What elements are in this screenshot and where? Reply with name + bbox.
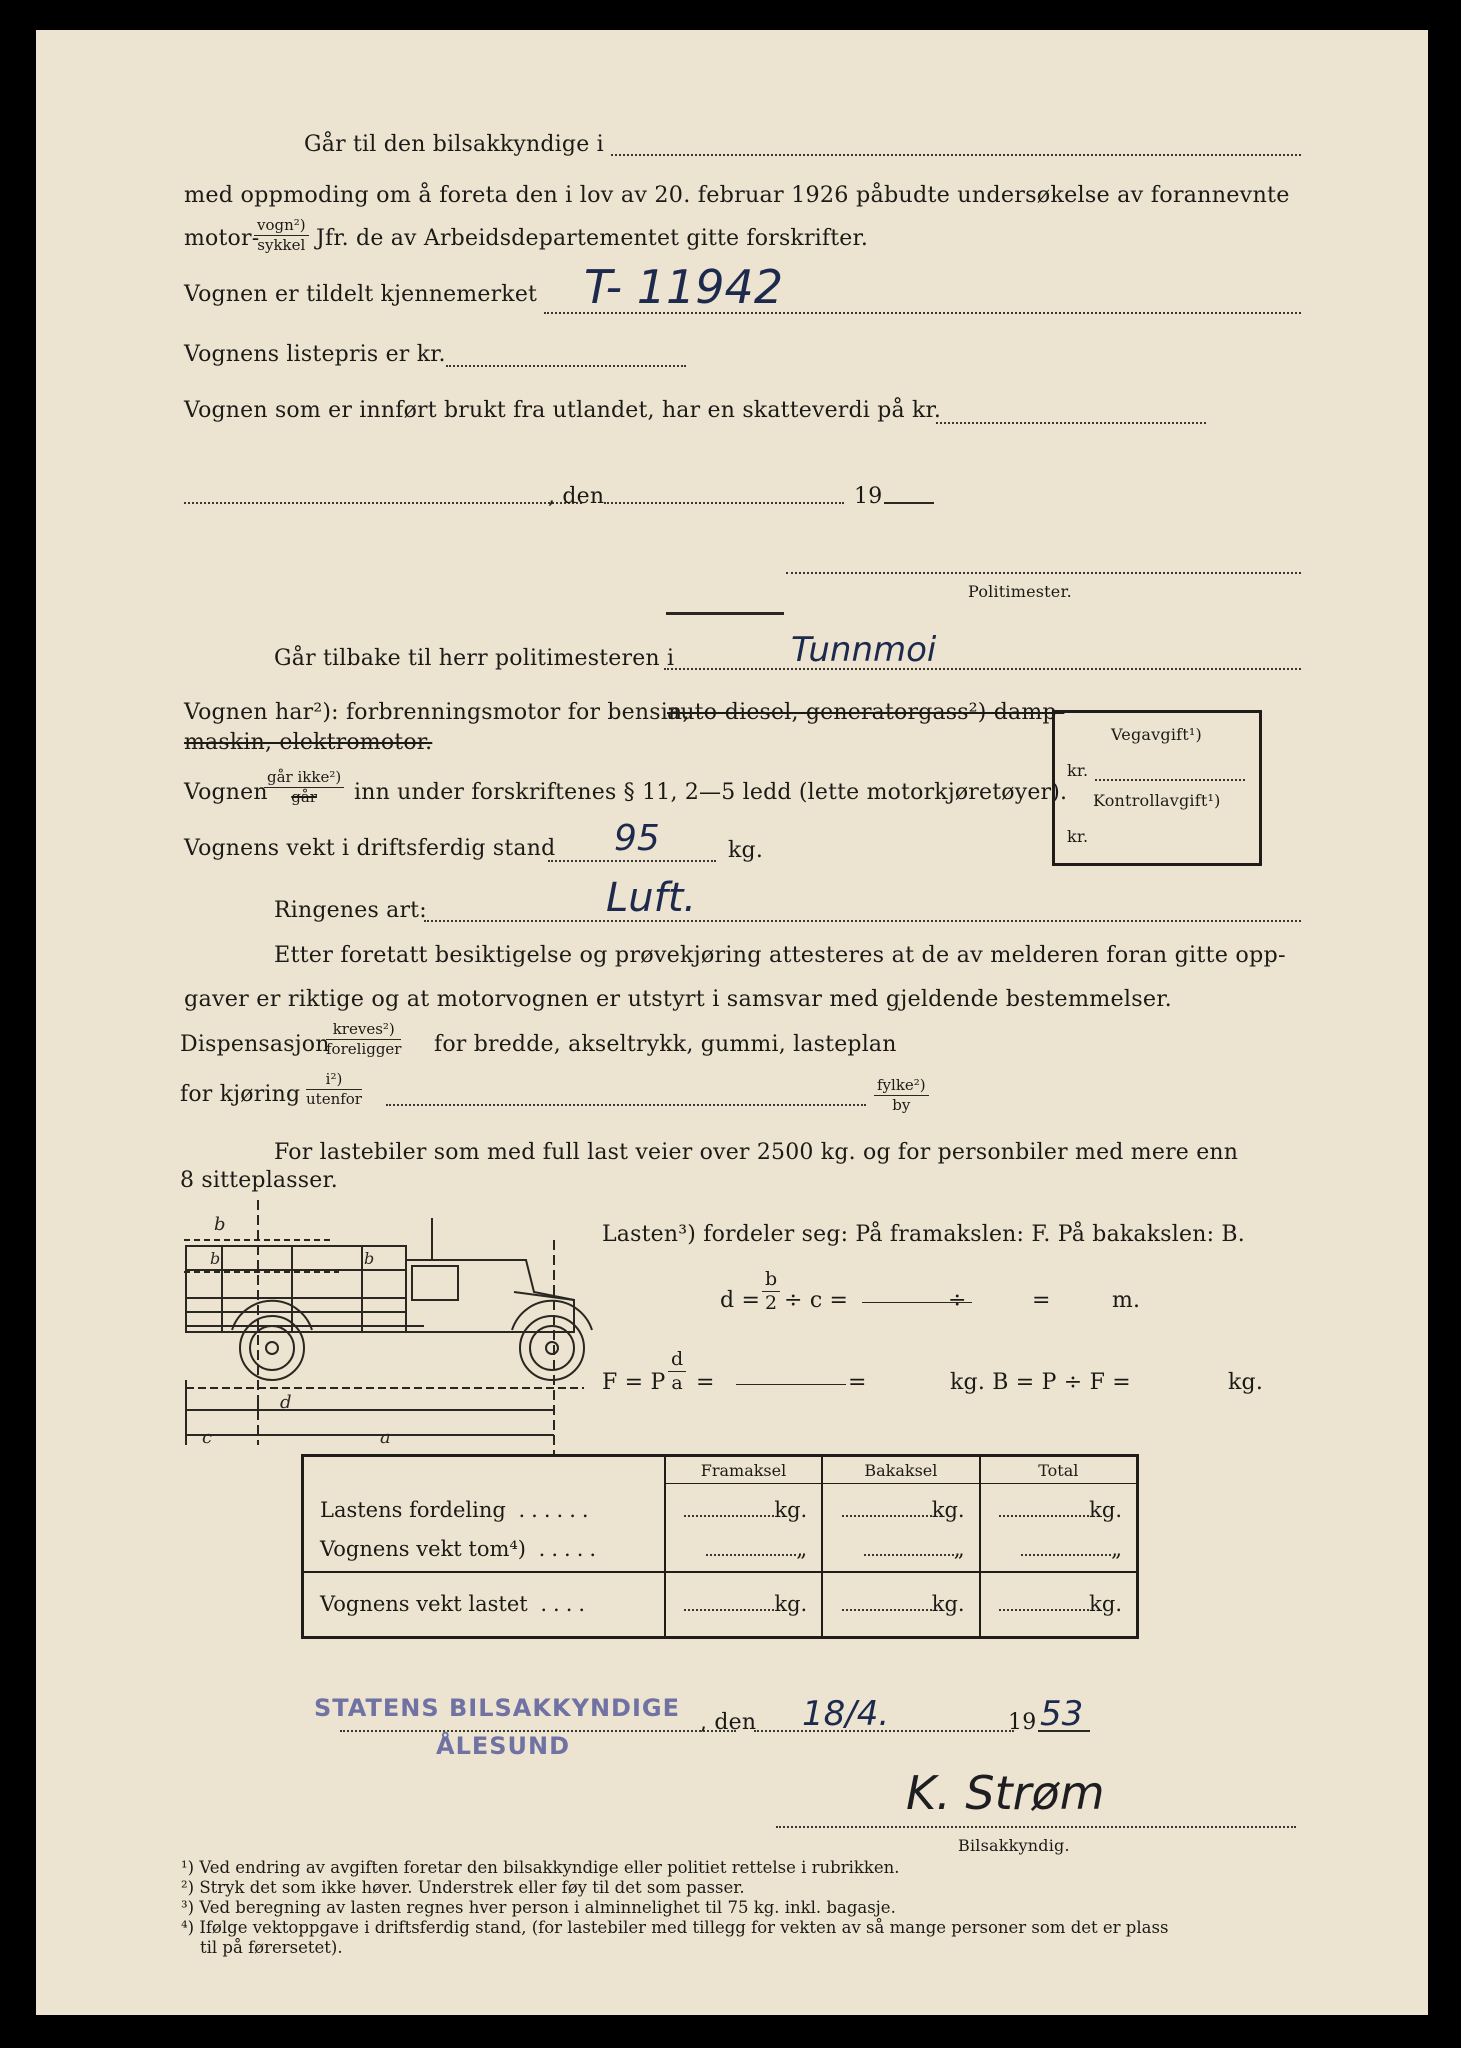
attest-line-1: Etter foretatt besiktigelse og prøvekjøring attesteres at de av melderen foran gitte opp- [274,942,1286,968]
driving-label: for kjøring [180,1082,301,1107]
return-label: Går tilbake til herr politimesteren i [274,646,675,671]
diagram-label-b: b [214,1214,226,1235]
diagram-label-a: a [380,1427,391,1448]
truck-line-1: For lastebiler som med full last veier over 2500 kg. og for personbiler med mere enn [274,1140,1239,1165]
unit: „ [796,1537,808,1561]
inspector-signature: K. Strøm [906,1766,1105,1820]
stamp-line-1: STATENS BILSAKKYNDIGE [314,1694,680,1722]
truck-line-2: 8 sitteplasser. [180,1168,338,1193]
rings-value: Luft. [606,875,697,921]
weight-value: 95 [614,818,660,859]
formula-d-div: ÷ [948,1288,967,1313]
motor-type-1: Vognen har²): forbrenningsmotor for bensin, [184,700,690,725]
footnote-text: Ifølge vektoppgave i driftsferdig stand, (for lastebiler med tillegg for vekten av så mange personer som det er plass [199,1918,1169,1937]
formula-d-eq: = [1032,1288,1051,1313]
den-2: , den [700,1710,757,1735]
request-line: med oppmoding om å foreta den i lov av 20. februar 1926 påbudte undersøkelse av forannevnte [184,182,1290,208]
attest-line-2: gaver er riktige og at motorvognen er utstyrt i samsvar med gjeldende bestemmelser. [184,986,1172,1012]
header-rear-axle: Bakaksel [822,1456,979,1484]
footnote-3 [181,1898,896,1917]
diagram-label-b2: b [210,1249,221,1268]
loaded-front-field[interactable] [684,1609,774,1611]
unit: kg. [931,1592,965,1617]
table-row: Lastens fordeling ...... kg. kg. kg. [303,1484,1138,1528]
return-value: Tunnmoi [791,630,937,670]
motor-frac-top: vogn²) [254,218,309,236]
stamp-line-2: ÅLESUND [436,1732,571,1760]
driving-frac-top: i²) [306,1072,362,1090]
formula-f-den: a [671,1372,683,1394]
weight-unit: kg. [728,838,764,863]
den-1: , den [548,484,605,509]
footnote-2 [181,1878,745,1897]
formula-d-left: d = [720,1288,761,1313]
light-prefix: Vognen [184,780,268,805]
footnote-1 [181,1858,900,1877]
sent-to-field[interactable] [611,154,1301,156]
footnote-mark: ¹) [181,1858,195,1877]
footnote-text: Ved beregning av lasten regnes hver person i alminnelighet til 75 kg. inkl. bagasje. [199,1898,896,1917]
formula-f-fraction [668,1350,686,1393]
formula-f-num: d [668,1350,686,1372]
unit: kg. [1089,1498,1122,1523]
unit: kg. [774,1592,808,1617]
footnote-mark: ²) [181,1878,195,1897]
reg-value: T- 11942 [584,260,784,314]
disp-frac-bottom: foreligger [326,1040,402,1058]
disp-frac-top: kreves²) [326,1022,401,1040]
disp-label: Dispensasjon [180,1032,330,1057]
return-field[interactable] [664,668,1301,670]
road-fee-field[interactable] [1095,779,1245,781]
truck-axle-diagram [174,1200,594,1470]
header-front-axle: Framaksel [665,1456,822,1484]
import-field[interactable] [936,422,1206,424]
motor-suffix: Jfr. de av Arbeidsdepartementet gitte forskrifter. [316,226,869,251]
fee-box [1052,710,1262,866]
row-label-empty: Vognens vekt tom⁴) [320,1537,526,1561]
county-frac-bottom: by [892,1096,911,1114]
motor-type-2: auto-diesel, generatorgass²) damp- [667,700,1065,725]
load-rear-field[interactable] [842,1515,932,1517]
unit: kg. [931,1498,965,1523]
footnote-text: Stryk det som ikke høver. Understrek eller føy til det som passer. [199,1878,745,1897]
footnote-mark: ³) [181,1898,195,1917]
footnote-mark: ⁴) [181,1918,195,1937]
header-total: Total [980,1456,1138,1484]
load-distribution-table [301,1454,1139,1639]
footnote-4-cont: til på førersetet). [200,1938,343,1957]
place-field-2[interactable] [340,1730,736,1732]
year-prefix-2: 19 [1008,1710,1037,1735]
footnote-4 [181,1918,1168,1937]
place-field-1[interactable] [184,502,582,504]
loaded-total-field[interactable] [999,1609,1089,1611]
formula-d-den: 2 [765,1292,778,1314]
load-text: Lasten³) fordeler seg: På framakslen: F. På bakakslen: B. [602,1222,1245,1247]
disp-suffix: for bredde, akseltrykk, gummi, lasteplan [434,1032,897,1057]
police-chief-label: Politimester. [968,582,1072,601]
formula-f-eq1: = [696,1370,715,1395]
date-value: 18/4. [802,1694,890,1734]
empty-total-field[interactable] [1021,1554,1111,1556]
row-label-load: Lastens fordeling [320,1498,506,1522]
formula-f-eq2: = [848,1370,867,1395]
diagram-label-c: c [202,1427,213,1448]
road-fee-kr: kr. [1067,761,1089,780]
driving-field[interactable] [386,1104,866,1106]
footnote-text: Ved endring av avgiften foretar den bilsakkyndige eller politiet rettelse i rubrikken. [199,1858,900,1877]
road-fee-label: Vegavgift¹) [1111,725,1202,744]
light-fraction [264,770,344,805]
motor-type-3: maskin, elektromotor. [184,730,433,755]
formula-f-blank-1[interactable] [736,1384,846,1385]
weight-field[interactable] [548,860,716,862]
table-row: Vognens vekt tom⁴) ..... „ „ „ [303,1528,1138,1572]
diagram-label-b2b: b [364,1249,375,1268]
year-value: 53 [1040,1694,1084,1734]
listprice-label: Vognens listepris er kr. [184,342,446,367]
unit: „ [1111,1537,1122,1561]
control-fee-kr: kr. [1067,827,1089,846]
control-fee-label: Kontrollavgift¹) [1093,791,1221,810]
date-field-1[interactable] [604,502,844,504]
county-frac-top: fylke²) [874,1078,929,1096]
police-signature-field[interactable] [786,572,1301,574]
formula-d-unit: m. [1112,1288,1141,1313]
driving-frac-bottom: utenfor [306,1090,362,1108]
light-frac-top: går ikke²) [264,770,344,788]
section-divider [666,612,784,615]
formula-d-fraction [762,1270,780,1313]
rings-field[interactable] [424,920,1301,922]
diagram-label-d: d [280,1392,292,1413]
empty-rear-field[interactable] [864,1554,954,1556]
table-row: Vognens vekt lastet .... kg. kg. kg. [303,1572,1138,1638]
motor-prefix: motor- [184,226,260,251]
year-prefix-1: 19 [854,484,883,509]
unit: kg. [774,1498,808,1523]
formula-d-mid: ÷ c = [784,1288,849,1313]
form-page [36,30,1428,2015]
disp-fraction [326,1022,401,1057]
formula-f-unit: kg. [1228,1370,1264,1395]
year-field-1[interactable] [884,502,934,504]
motor-fraction [254,218,309,253]
motor-frac-bottom: sykkel [257,236,306,254]
inspector-signature-field[interactable] [776,1826,1296,1828]
load-total-field[interactable] [999,1515,1089,1517]
empty-front-field[interactable] [706,1554,796,1556]
formula-d-num: b [762,1270,780,1292]
formula-f-left: F = P [602,1370,666,1395]
county-fraction [874,1078,929,1113]
load-front-field[interactable] [684,1515,774,1517]
row-label-loaded: Vognens vekt lastet [320,1592,528,1617]
import-label: Vognen som er innført brukt fra utlandet, har en skatteverdi på kr. [184,398,942,423]
inspector-label: Bilsakkyndig. [958,1836,1070,1855]
reg-label: Vognen er tildelt kjennemerket [184,282,538,307]
light-suffix: inn under forskriftenes § 11, 2—5 ledd (lette motorkjøretøyer). [354,780,1068,805]
unit: „ [953,1537,965,1561]
weight-label: Vognens vekt i driftsferdig stand [184,836,556,861]
light-frac-bottom: går [291,788,317,806]
rings-label: Ringenes art: [274,898,427,923]
driving-fraction [306,1072,362,1107]
loaded-rear-field[interactable] [842,1609,932,1611]
listprice-field[interactable] [446,365,686,367]
unit: kg. [1089,1592,1122,1617]
formula-f-mid: kg. B = P ÷ F = [950,1370,1131,1395]
sent-to-label: Går til den bilsakkyndige i [304,132,604,157]
